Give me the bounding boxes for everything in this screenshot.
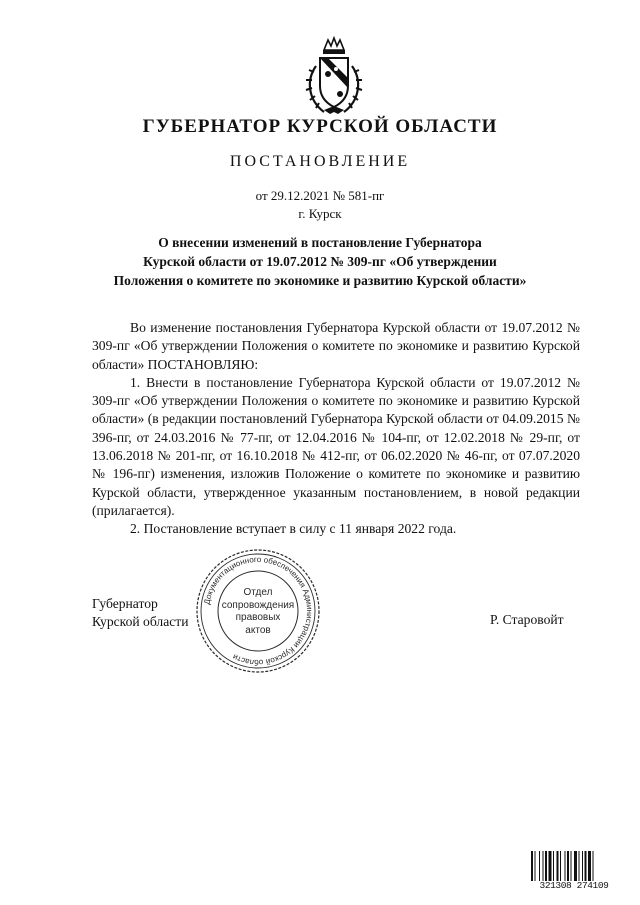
document-date-number: от 29.12.2021 № 581-пг	[255, 188, 385, 203]
kursk-coat-of-arms-icon	[302, 36, 366, 118]
body-paragraph-item-2: 2. Постановление вступает в силу с 11 января 2022 года.	[130, 521, 457, 537]
signatory-position	[92, 595, 189, 632]
document-place: г. Курск	[298, 206, 342, 221]
document-title-line: Положения о комитете по экономике и развитию Курской области»	[113, 273, 527, 288]
document-title-line: Курской области от 19.07.2012 № 309-пг «Об утверждении	[143, 254, 497, 269]
stamp-line: Отдел	[243, 587, 273, 598]
document-title-line: О внесении изменений в постановление Губернатора	[158, 235, 482, 250]
signatory-position-line: Губернатор	[92, 596, 158, 611]
issuing-authority: ГУБЕРНАТОР КУРСКОЙ ОБЛАСТИ	[142, 116, 498, 137]
body-paragraph-preamble: Во изменение постановления Губернатора Курской области от 19.07.2012 № 309-пг «Об утверждении Положения о комитете по экономике и развитию Курской области» ПОСТАНОВЛЯЮ:	[92, 320, 580, 372]
signatory-name: Р. Старовойт	[490, 612, 564, 627]
stamp-ring-text: Документационного обеспечения Администрации Курской области	[202, 554, 315, 668]
signatory-position-line: Курской области	[92, 614, 189, 630]
stamp-line: правовых	[235, 612, 281, 623]
document-title	[80, 233, 560, 290]
barcode-number: 321308 274109	[539, 880, 609, 891]
stamp-center-text	[194, 587, 322, 637]
barcode-icon	[531, 851, 615, 881]
document-type: ПОСТАНОВЛЕНИЕ	[229, 153, 411, 170]
body-paragraph-item-1: 1. Внести в постановление Губернатора Курской области от 19.07.2012 № 309-пг «Об утверждении Положения о комитете по экономике и развитию Курской области» (в редакции постановлений Губернатора Курской области от 04.09.2015 № 396-пг, от 24.03.2016 № 77-пг, от 12.04.2016 № 104-пг, от 12.02.2018 № 29-пг, от 13.06.2018 № 201-пг, от 16.10.2018 № 412-пг, от 06.02.2020 № 46-пг, от 07.07.2020 № 196-пг) изменения, изложив Положение о комитете по экономике и развитию Курской области, утвержденное указанным постановлением, в новой редакции (прилагается).	[92, 374, 580, 518]
stamp-line: актов	[245, 624, 271, 636]
document-body	[92, 319, 580, 539]
stamp-line: сопровождения	[221, 599, 295, 611]
